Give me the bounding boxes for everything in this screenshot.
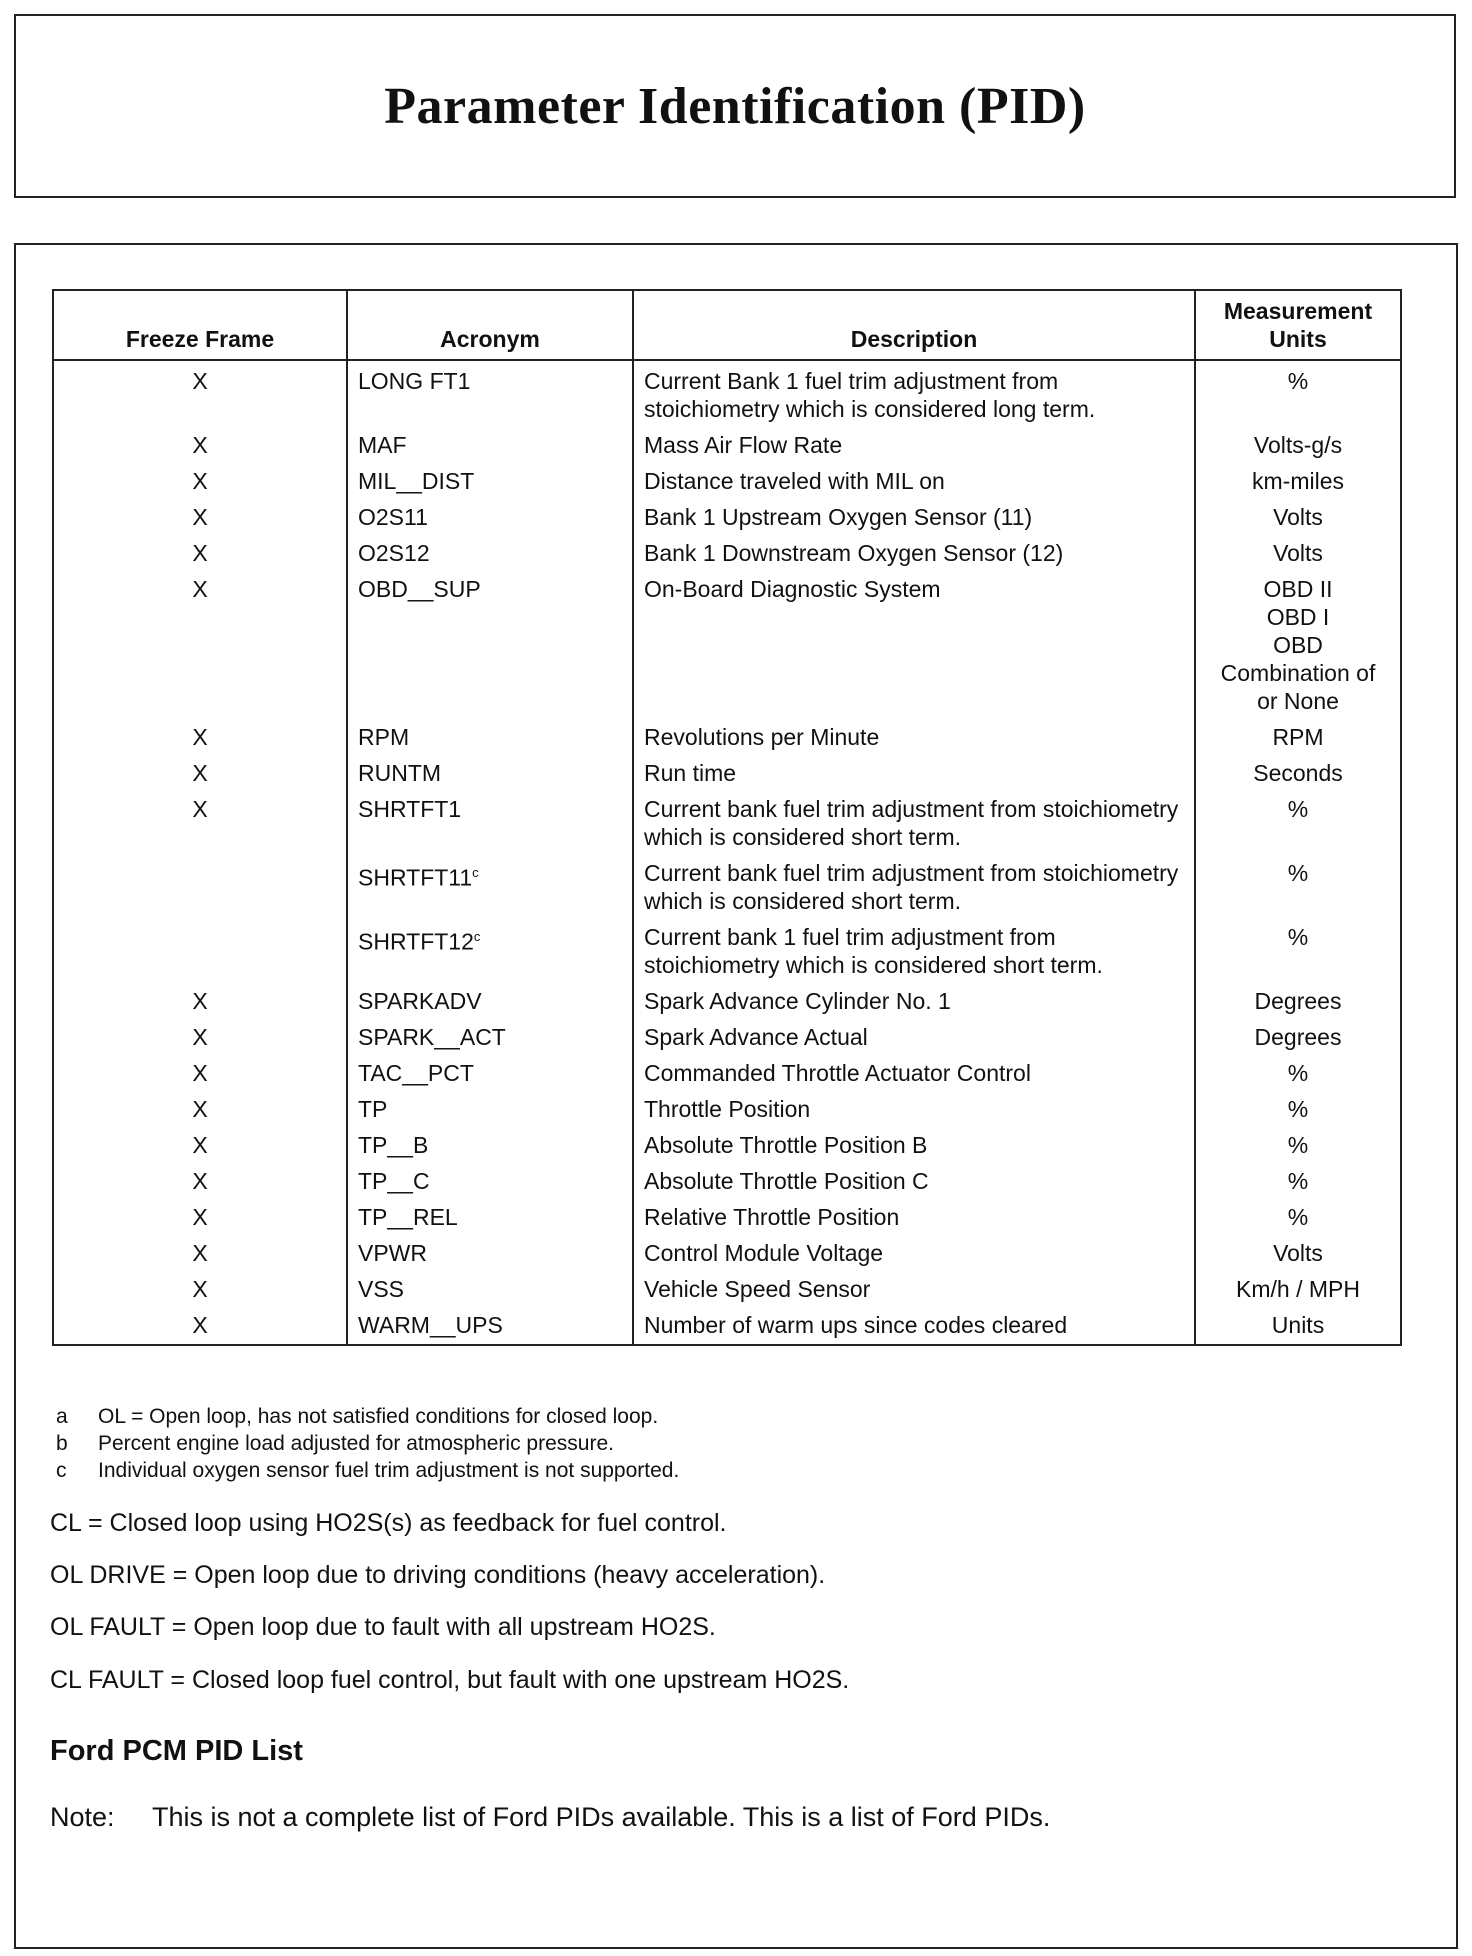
table-row [53, 1128, 1401, 1164]
table-row [53, 984, 1401, 1020]
unit-value: % [1287, 924, 1309, 950]
cell-description: Absolute Throttle Position C [633, 1164, 1195, 1200]
table-row [53, 360, 1401, 428]
cell-acronym [347, 360, 633, 428]
cell-acronym [347, 500, 633, 536]
header-freeze-frame: Freeze Frame [53, 290, 347, 360]
unit-value: or None [1257, 688, 1339, 714]
cell-description: Run time [633, 756, 1195, 792]
acronym-text: TAC__PCT [358, 1060, 474, 1086]
acronym-text: SPARK__ACT [358, 1024, 506, 1050]
unit-value: Volts [1273, 1240, 1323, 1266]
table-row [53, 572, 1401, 720]
acronym-text: TP__C [358, 1168, 430, 1194]
cell-description: Current bank 1 fuel trim adjustment from stoichiometry which is considered short term. [633, 920, 1195, 984]
cell-description: Spark Advance Actual [633, 1020, 1195, 1056]
unit-value: % [1287, 1132, 1309, 1158]
cell-acronym [347, 856, 633, 920]
cell-freeze-frame: X [53, 464, 347, 500]
acronym-text: RUNTM [358, 760, 442, 786]
acronym-text: SHRTFT11 [358, 864, 473, 891]
footnote-b [52, 1430, 679, 1457]
unit-value: OBD II [1263, 576, 1333, 602]
pid-table [52, 289, 1402, 1346]
cell-description: On-Board Diagnostic System [633, 572, 1195, 720]
header-measurement-units [1195, 290, 1401, 360]
header-units-line1: Measurement [1223, 298, 1373, 324]
footnote-text: Percent engine load adjusted for atmospheric pressure. [98, 1432, 614, 1455]
cell-freeze-frame: X [53, 1020, 347, 1056]
header-acronym: Acronym [347, 290, 633, 360]
cell-units [1195, 1272, 1401, 1308]
footnote-text: OL = Open loop, has not satisfied conditions for closed loop. [98, 1405, 659, 1428]
cell-units [1195, 536, 1401, 572]
cell-units [1195, 856, 1401, 920]
cell-freeze-frame: X [53, 1128, 347, 1164]
unit-value: Volts [1273, 504, 1323, 530]
cell-freeze-frame: X [53, 792, 347, 856]
cell-description: Current bank fuel trim adjustment from stoichiometry which is considered short term. [633, 856, 1195, 920]
table-row [53, 792, 1401, 856]
cell-acronym [347, 756, 633, 792]
cell-freeze-frame: X [53, 1272, 347, 1308]
table-row [53, 1272, 1401, 1308]
unit-value: % [1287, 796, 1309, 822]
unit-value: Degrees [1254, 1024, 1342, 1050]
cell-units [1195, 1020, 1401, 1056]
footnote-text: Individual oxygen sensor fuel trim adjustment is not supported. [98, 1459, 680, 1482]
cell-units [1195, 360, 1401, 428]
cell-description: Bank 1 Upstream Oxygen Sensor (11) [633, 500, 1195, 536]
cell-acronym [347, 984, 633, 1020]
cell-units [1195, 428, 1401, 464]
table-row [53, 756, 1401, 792]
note-label: Note: [50, 1802, 115, 1832]
acronym-text: MIL__DIST [358, 468, 475, 494]
unit-value: % [1287, 1204, 1309, 1230]
cell-acronym [347, 1164, 633, 1200]
note-text: This is not a complete list of Ford PIDs available. This is a list of Ford PIDs. [152, 1802, 1051, 1832]
footnote-mark: b [56, 1432, 68, 1455]
acronym-text: VSS [358, 1276, 405, 1302]
cell-acronym [347, 464, 633, 500]
table-row [53, 1092, 1401, 1128]
table-row [53, 920, 1401, 984]
cell-acronym [347, 1092, 633, 1128]
cell-description: Absolute Throttle Position B [633, 1128, 1195, 1164]
cell-freeze-frame: X [53, 428, 347, 464]
cell-units [1195, 1056, 1401, 1092]
cell-acronym [347, 1200, 633, 1236]
acronym-text: SHRTFT12 [358, 928, 474, 955]
acronym-text: OBD__SUP [358, 576, 481, 602]
table-row [53, 428, 1401, 464]
cell-acronym [347, 572, 633, 720]
cell-units [1195, 500, 1401, 536]
statement-cl: CL = Closed loop using HO2S(s) as feedback for fuel control. [50, 1509, 727, 1537]
cell-freeze-frame: X [53, 1056, 347, 1092]
acronym-text: MAF [358, 432, 407, 458]
footnote-mark: c [56, 1459, 67, 1482]
footnote-c [52, 1457, 679, 1484]
table-row [53, 536, 1401, 572]
note [50, 1802, 1050, 1833]
table-row [53, 1236, 1401, 1272]
unit-value: Seconds [1253, 760, 1343, 786]
acronym-text: TP__B [358, 1132, 429, 1158]
section-heading: Ford PCM PID List [50, 1735, 303, 1767]
unit-value: Combination of [1220, 660, 1376, 686]
cell-freeze-frame: X [53, 1092, 347, 1128]
unit-value: % [1287, 860, 1309, 886]
cell-freeze-frame: X [53, 1308, 347, 1345]
cell-freeze-frame: X [53, 1236, 347, 1272]
cell-acronym [347, 428, 633, 464]
table-row [53, 856, 1401, 920]
cell-units [1195, 984, 1401, 1020]
table-row [53, 1020, 1401, 1056]
cell-units [1195, 1236, 1401, 1272]
content-box [14, 243, 1458, 1949]
unit-value: % [1287, 368, 1309, 394]
cell-units [1195, 464, 1401, 500]
cell-units [1195, 920, 1401, 984]
cell-acronym [347, 1056, 633, 1092]
unit-value: Volts [1273, 540, 1323, 566]
cell-units [1195, 720, 1401, 756]
unit-value: RPM [1272, 724, 1324, 750]
cell-units [1195, 1308, 1401, 1345]
cell-acronym [347, 1236, 633, 1272]
acronym-text: TP__REL [358, 1204, 458, 1230]
cell-units [1195, 756, 1401, 792]
statement-ol-drive: OL DRIVE = Open loop due to driving conditions (heavy acceleration). [50, 1561, 826, 1589]
cell-freeze-frame: X [53, 1200, 347, 1236]
cell-description: Commanded Throttle Actuator Control [633, 1056, 1195, 1092]
unit-value: km-miles [1252, 468, 1344, 494]
table-row [53, 1164, 1401, 1200]
footnote-mark: a [56, 1405, 68, 1428]
statement-ol-fault: OL FAULT = Open loop due to fault with all upstream HO2S. [50, 1613, 716, 1641]
cell-freeze-frame: X [53, 360, 347, 428]
unit-value: Volts-g/s [1253, 432, 1343, 458]
table-header-row [53, 290, 1401, 360]
table-row [53, 720, 1401, 756]
acronym-text: RPM [358, 724, 410, 750]
cell-acronym [347, 792, 633, 856]
unit-value: OBD [1273, 632, 1323, 658]
footnote-ref: c [473, 929, 481, 944]
acronym-text: SHRTFT1 [358, 796, 462, 822]
cell-freeze-frame: X [53, 572, 347, 720]
title-box [14, 14, 1456, 198]
footnote-a [52, 1403, 679, 1430]
cell-freeze-frame [53, 856, 347, 920]
cell-acronym [347, 1272, 633, 1308]
cell-description: Distance traveled with MIL on [633, 464, 1195, 500]
cell-units [1195, 1128, 1401, 1164]
cell-acronym [347, 1128, 633, 1164]
cell-description: Current Bank 1 fuel trim adjustment from stoichiometry which is considered long term. [633, 360, 1195, 428]
cell-description: Current bank fuel trim adjustment from stoichiometry which is considered short term. [633, 792, 1195, 856]
unit-value: Km/h / MPH [1236, 1276, 1360, 1302]
cell-freeze-frame: X [53, 720, 347, 756]
footnotes [52, 1403, 679, 1484]
cell-units [1195, 792, 1401, 856]
cell-description: Revolutions per Minute [633, 720, 1195, 756]
unit-value: % [1287, 1096, 1309, 1122]
statement-cl-fault: CL FAULT = Closed loop fuel control, but fault with one upstream HO2S. [50, 1666, 850, 1694]
table-row [53, 500, 1401, 536]
cell-freeze-frame: X [53, 500, 347, 536]
table-row [53, 1308, 1401, 1345]
header-description: Description [633, 290, 1195, 360]
cell-units [1195, 1164, 1401, 1200]
unit-value: % [1287, 1060, 1309, 1086]
cell-units [1195, 1092, 1401, 1128]
cell-units [1195, 572, 1401, 720]
cell-acronym [347, 1308, 633, 1345]
cell-description: Control Module Voltage [633, 1236, 1195, 1272]
cell-acronym [347, 536, 633, 572]
cell-units [1195, 1200, 1401, 1236]
cell-description: Mass Air Flow Rate [633, 428, 1195, 464]
cell-acronym [347, 720, 633, 756]
cell-description: Bank 1 Downstream Oxygen Sensor (12) [633, 536, 1195, 572]
cell-acronym [347, 1020, 633, 1056]
cell-freeze-frame: X [53, 984, 347, 1020]
cell-description: Throttle Position [633, 1092, 1195, 1128]
page-title: Parameter Identification (PID) [384, 77, 1086, 135]
unit-value: Degrees [1254, 988, 1342, 1014]
cell-description: Vehicle Speed Sensor [633, 1272, 1195, 1308]
acronym-text: O2S12 [358, 540, 430, 566]
header-units-line2: Units [1269, 326, 1327, 352]
table-row [53, 1200, 1401, 1236]
unit-value: Units [1271, 1312, 1325, 1338]
acronym-text: WARM__UPS [358, 1312, 503, 1338]
cell-description: Relative Throttle Position [633, 1200, 1195, 1236]
unit-value: OBD I [1266, 604, 1330, 630]
cell-description: Number of warm ups since codes cleared [633, 1308, 1195, 1345]
acronym-text: O2S11 [358, 504, 428, 530]
cell-freeze-frame: X [53, 536, 347, 572]
table-row [53, 464, 1401, 500]
acronym-text: TP [358, 1096, 388, 1122]
unit-value: % [1287, 1168, 1309, 1194]
acronym-text: LONG FT1 [358, 368, 471, 394]
cell-description: Spark Advance Cylinder No. 1 [633, 984, 1195, 1020]
cell-acronym [347, 920, 633, 984]
cell-freeze-frame: X [53, 756, 347, 792]
acronym-text: SPARKADV [358, 988, 482, 1014]
footnote-ref: c [472, 865, 479, 880]
acronym-text: VPWR [358, 1240, 427, 1266]
cell-freeze-frame: X [53, 1164, 347, 1200]
cell-freeze-frame [53, 920, 347, 984]
table-row [53, 1056, 1401, 1092]
